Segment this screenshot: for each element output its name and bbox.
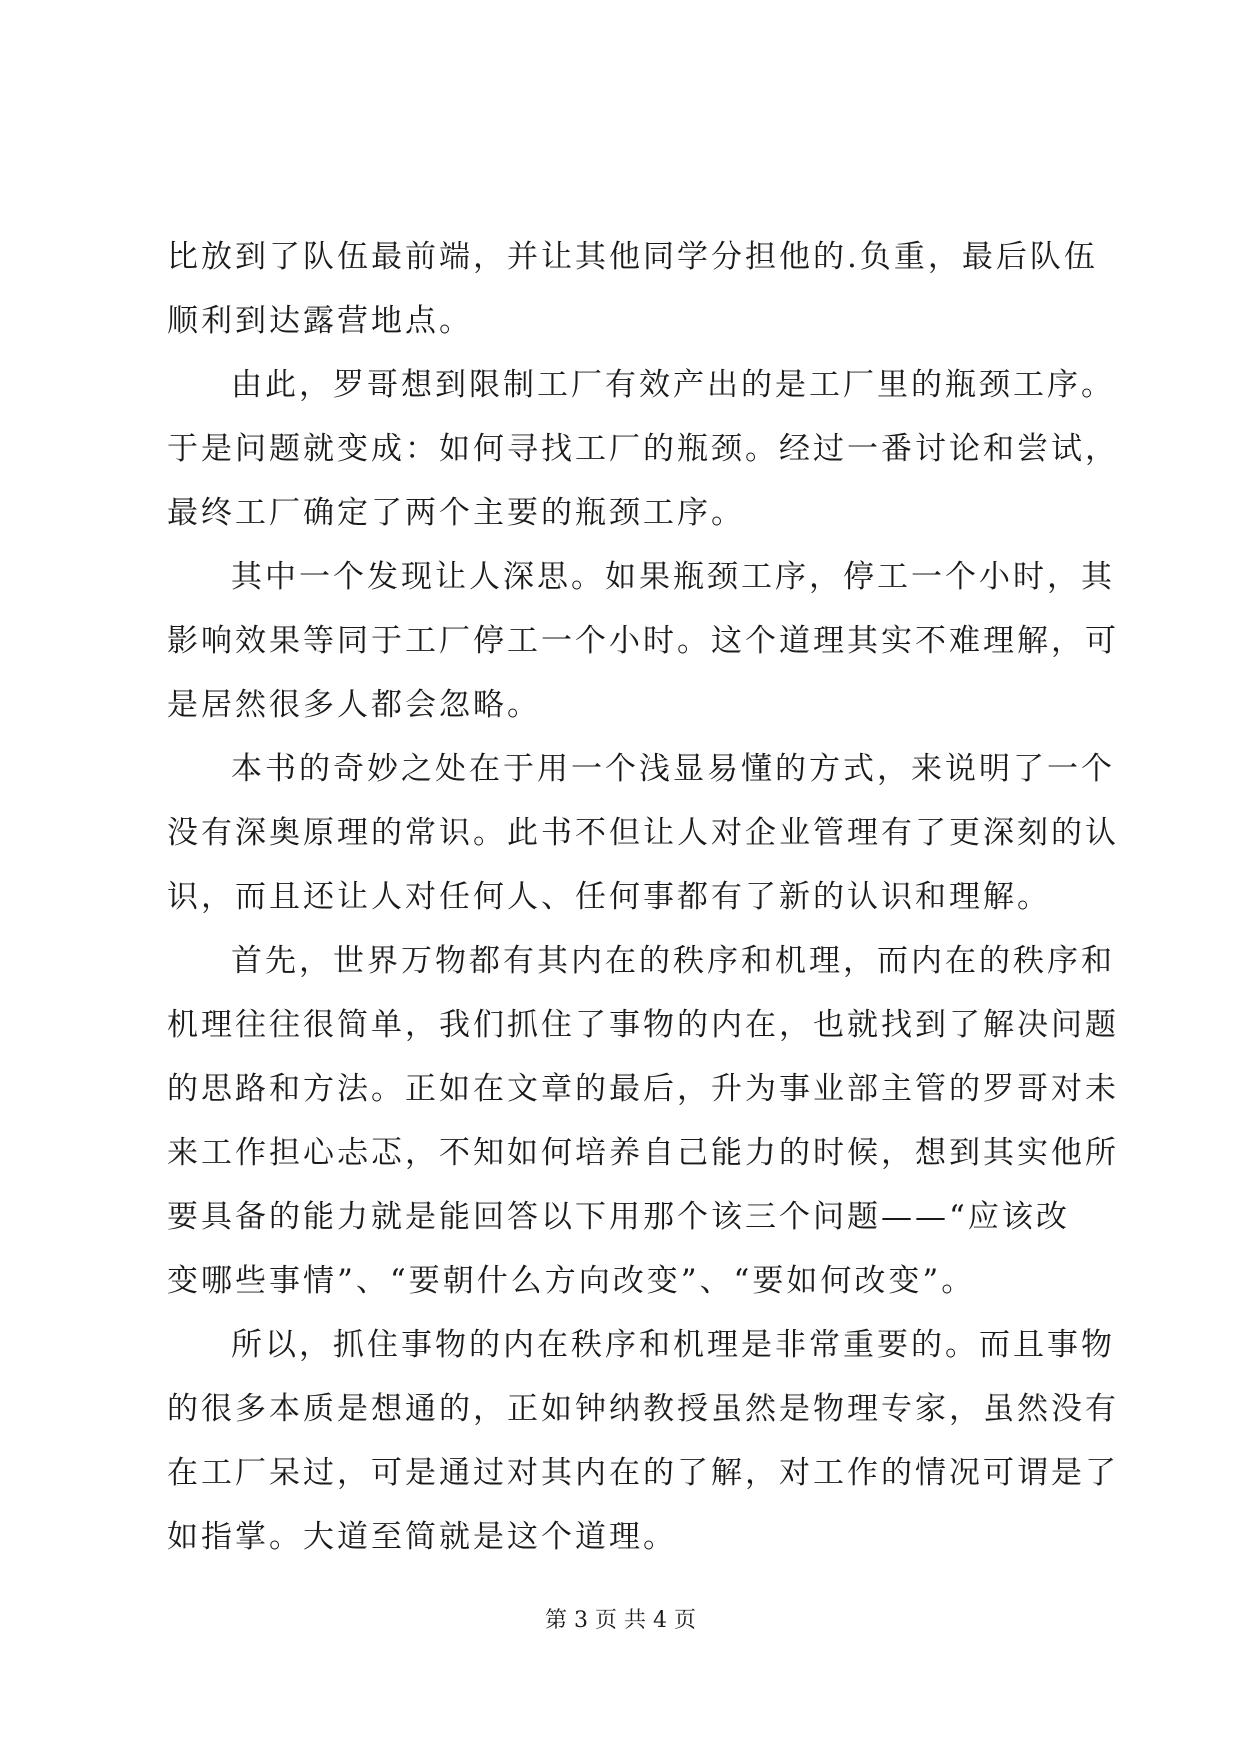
text-line: 比放到了队伍最前端，并让其他同学分担他的.负重，最后队伍 [167,239,1098,275]
paragraph-start-line: 其中一个发现让人深思。如果瓶颈工序，停工一个小时，其 [231,559,1115,595]
paragraph-start-line: 本书的奇妙之处在于用一个浅显易懂的方式，来说明了一个 [231,751,1115,787]
text-line: 影响效果等同于工厂停工一个小时。这个道理其实不难理解，可 [167,623,1119,659]
text-line: 的很多本质是想通的，正如钟纳教授虽然是物理专家，虽然没有 [167,1391,1119,1427]
text-line: 的思路和方法。正如在文章的最后，升为事业部主管的罗哥对未 [167,1071,1119,1107]
document-body [167,225,1119,1569]
text-line: 没有深奥原理的常识。此书不但让人对企业管理有了更深刻的认 [167,815,1119,851]
text-line: 最终工厂确定了两个主要的瓶颈工序。 [167,495,745,531]
paragraph-start-line: 首先，世界万物都有其内在的秩序和机理，而内在的秩序和 [231,943,1115,979]
paragraph-start-line: 所以，抓住事物的内在秩序和机理是非常重要的。而且事物 [231,1327,1115,1363]
text-line: 是居然很多人都会忽略。 [167,687,541,723]
text-line: 来工作担心忐忑，不知如何培养自己能力的时候，想到其实他所 [167,1135,1119,1171]
page-number-footer: 第 3 页 共 4 页 [545,1608,696,1633]
text-line: 顺利到达露营地点。 [167,303,473,339]
text-line: 如指掌。大道至简就是这个道理。 [167,1519,677,1555]
text-line: 机理往往很简单，我们抓住了事物的内在，也就找到了解决问题 [167,1007,1119,1043]
paragraph-start-line: 由此，罗哥想到限制工厂有效产出的是工厂里的瓶颈工序。 [231,367,1115,403]
text-line: 要具备的能力就是能回答以下用那个该三个问题——“应该改 [167,1199,1070,1235]
text-line: 于是问题就变成：如何寻找工厂的瓶颈。经过一番讨论和尝试， [167,431,1119,467]
text-line: 变哪些事情”、“要朝什么方向改变”、“要如何改变”。 [167,1263,976,1299]
text-line: 识，而且还让人对任何人、任何事都有了新的认识和理解。 [167,879,1051,915]
text-line: 在工厂呆过，可是通过对其内在的了解，对工作的情况可谓是了 [167,1455,1119,1491]
